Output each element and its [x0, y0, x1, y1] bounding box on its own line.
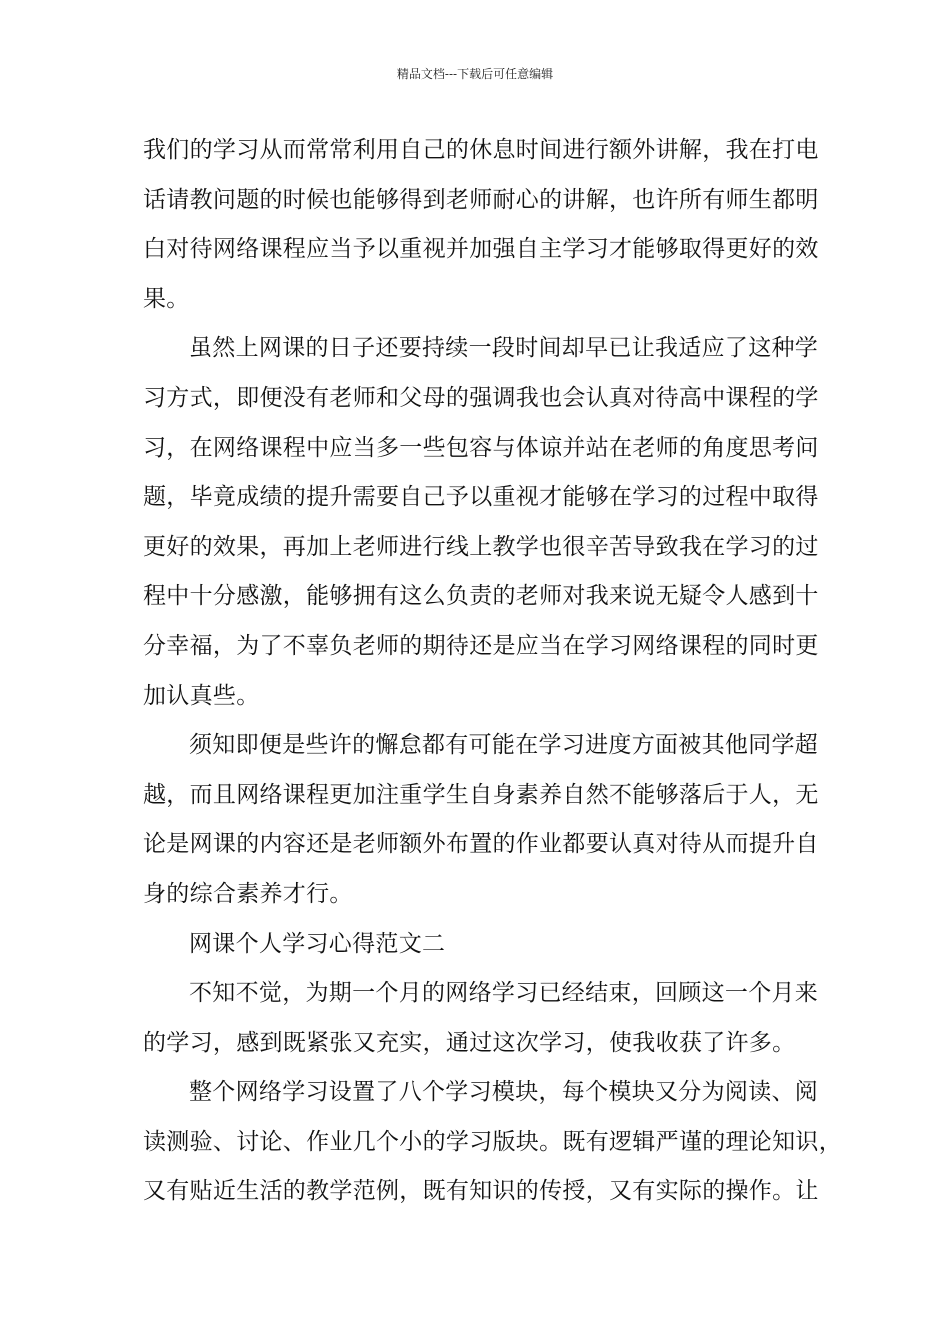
text-line: 更好的效果，再加上老师进行线上教学也很辛苦导致我在学习的过	[143, 533, 819, 560]
text-line: 虽然上网课的日子还要持续一段时间却早已让我适应了这种学	[189, 335, 819, 362]
text-line: 又有贴近生活的教学范例，既有知识的传授，又有实际的操作。让	[143, 1178, 819, 1205]
text-line: 越，而且网络课程更加注重学生自身素养自然不能够落后于人，无	[143, 781, 819, 808]
text-line: 果。	[143, 285, 190, 312]
text-line: 习，在网络课程中应当多一些包容与体谅并站在老师的角度思考问	[143, 434, 819, 461]
text-line: 分幸福，为了不辜负老师的期待还是应当在学习网络课程的同时更	[143, 632, 819, 659]
text-line: 白对待网络课程应当予以重视并加强自主学习才能够取得更好的效	[143, 236, 819, 263]
section-heading: 网课个人学习心得范文二	[189, 930, 446, 957]
text-line: 话请教问题的时候也能够得到老师耐心的讲解，也许所有师生都明	[143, 186, 819, 213]
text-line: 整个网络学习设置了八个学习模块，每个模块又分为阅读、阅	[189, 1079, 819, 1106]
text-line: 论是网课的内容还是老师额外布置的作业都要认真对待从而提升自	[143, 831, 819, 858]
text-line: 程中十分感激，能够拥有这么负责的老师对我来说无疑令人感到十	[143, 583, 819, 610]
text-line: 题，毕竟成绩的提升需要自己予以重视才能够在学习的过程中取得	[143, 484, 819, 511]
text-line: 我们的学习从而常常利用自己的休息时间进行额外讲解，我在打电	[143, 137, 819, 163]
text-line: 身的综合素养才行。	[143, 880, 353, 907]
text-line: 不知不觉，为期一个月的网络学习已经结束，回顾这一个月来	[189, 980, 819, 1007]
page-header: 精品文档---下载后可任意编辑	[396, 67, 554, 81]
document-body	[143, 126, 842, 1217]
text-line: 的学习，感到既紧张又充实，通过这次学习，使我收获了许多。	[143, 1029, 796, 1056]
text-line: 读测验、讨论、作业几个小的学习版块。既有逻辑严谨的理论知识，	[143, 1128, 842, 1155]
text-line: 须知即便是些许的懈怠都有可能在学习进度方面被其他同学超	[189, 732, 819, 759]
text-line: 加认真些。	[143, 682, 260, 709]
text-line: 习方式，即便没有老师和父母的强调我也会认真对待高中课程的学	[143, 384, 819, 411]
